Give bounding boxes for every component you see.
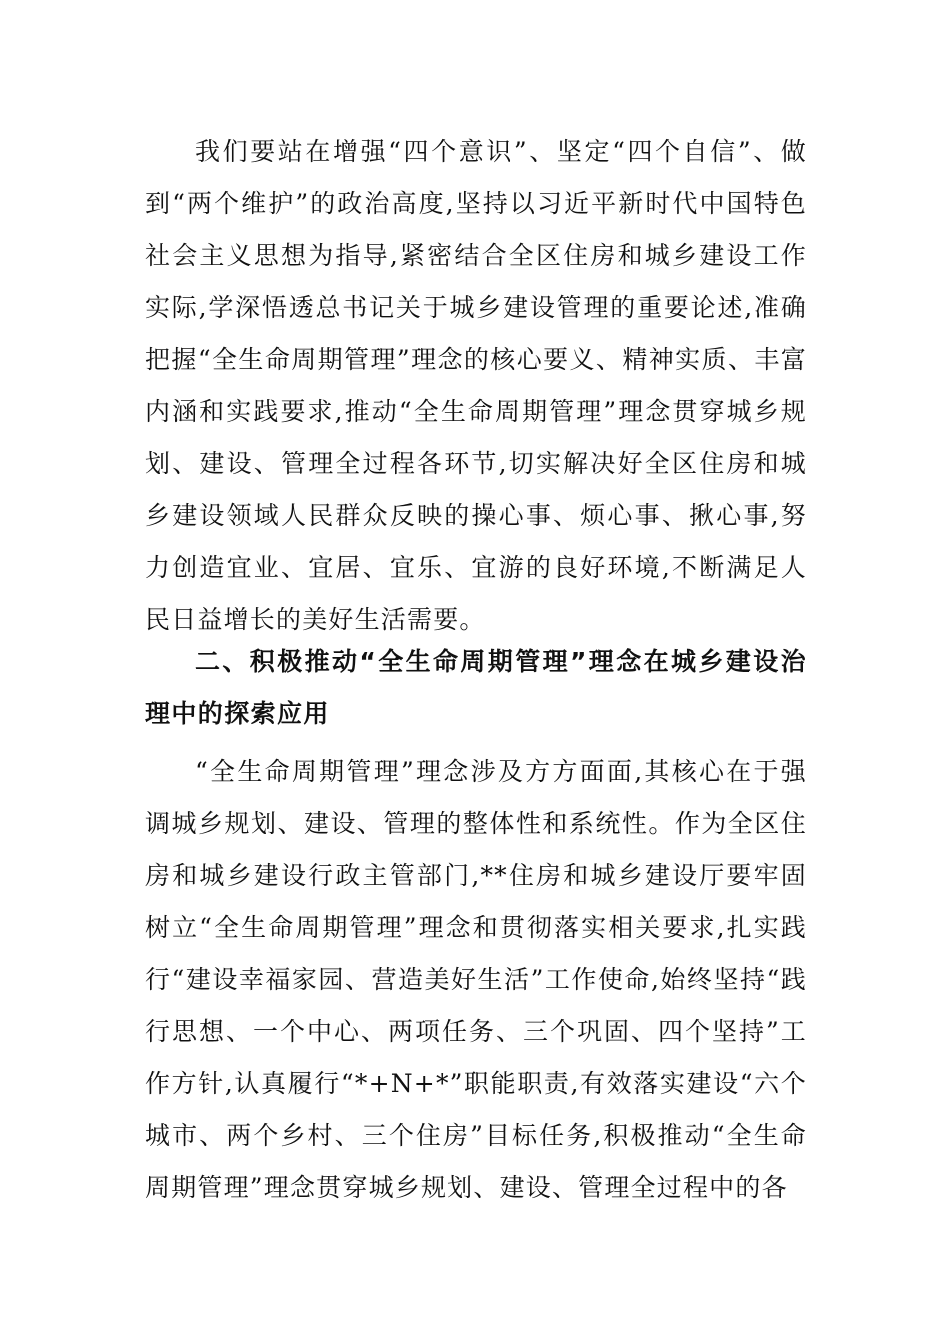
body-paragraph-2: “全生命周期管理”理念涉及方方面面,其核心在于强调城乡规划、建设、管理的整体性和系统性。作为全区住房和城乡建设行政主管部门,**住房和城乡建设厅要牢固树立“全生命周期管理”理念和贯彻落实相关要求,扎实践行“建设幸福家园、营造美好生活”工作使命,始终坚持“践行思想、一个中心、两项任务、三个巩固、四个坚持”工作方针,认真履行“*+N+*”职能职责,有效落实建设“六个城市、两个乡村、三个住房”目标任务,积极推动“全生命周期管理”理念贯穿城乡规划、建设、管理全过程中的各 [145, 757, 807, 1202]
section-heading-2: 二、积极推动“全生命周期管理”理念在城乡建设治理中的探索应用 [145, 647, 807, 728]
body-paragraph-1: 我们要站在增强“四个意识”、坚定“四个自信”、做到“两个维护”的政治高度,坚持以习近平新时代中国特色社会主义思想为指导,紧密结合全区住房和城乡建设工作实际,学深悟透总书记关于城乡建设管理的重要论述,准确把握“全生命周期管理”理念的核心要义、精神实质、丰富内涵和实践要求,推动“全生命周期管理”理念贯穿城乡规划、建设、管理全过程各环节,切实解决好全区住房和城乡建设领域人民群众反映的操心事、烦心事、揪心事,努力创造宜业、宜居、宜乐、宜游的良好环境,不断满足人民日益增长的美好生活需要。 [145, 137, 807, 634]
